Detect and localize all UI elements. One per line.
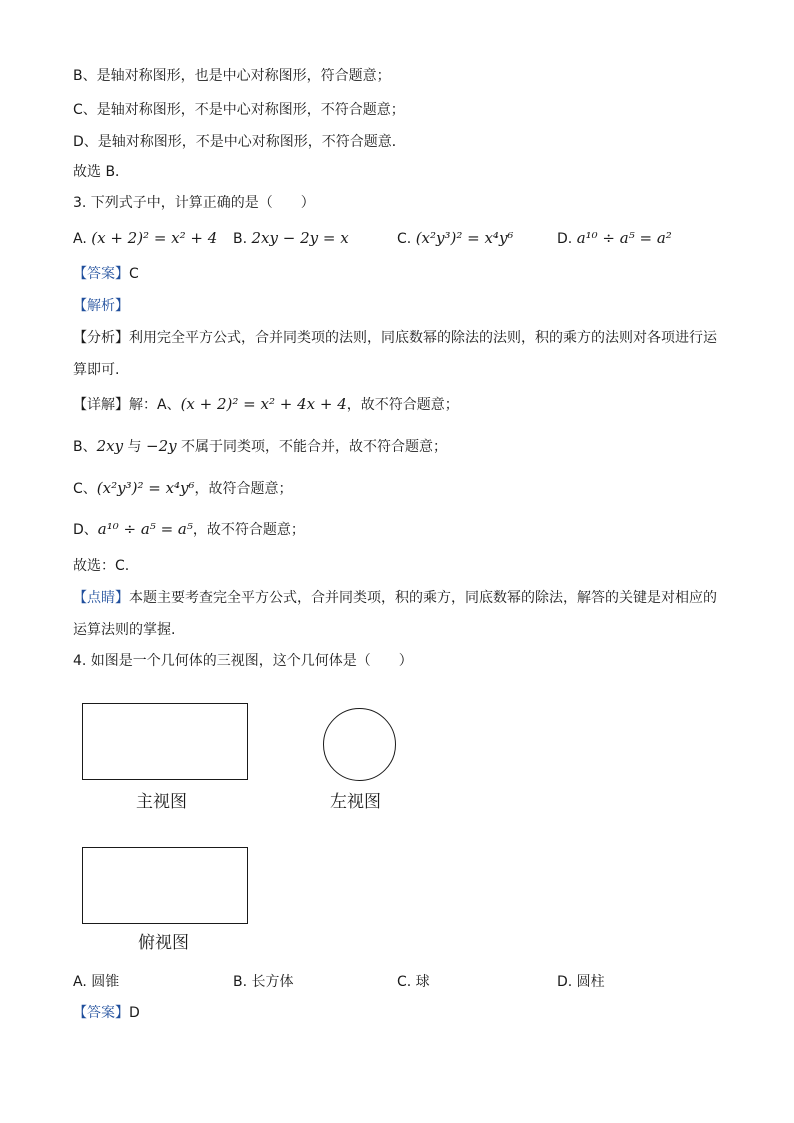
q3-option-b	[233, 227, 349, 250]
detail-c-post: ，故符合题意；	[194, 481, 293, 497]
q3-dianjing-line2: 运算法则的掌握.	[73, 622, 176, 638]
fenxi-text1: 利用完全平方公式，合并同类项的法则，同底数幂的除法的法则，积的乘方的法则对各项进行运	[129, 330, 717, 346]
detail-c-pre: C、	[73, 481, 97, 497]
answer-tag: 【答案】	[73, 266, 129, 282]
detail-b-post: 不属于同类项，不能合并，故不符合题意；	[176, 439, 448, 455]
q3-option-d	[557, 227, 672, 250]
q3-answer	[73, 264, 139, 284]
q3-stem: 3. 下列式子中，计算正确的是（ ）	[73, 195, 315, 211]
detail-a-post: ，故不符合题意；	[346, 397, 459, 413]
q3-option-c-label: C.	[397, 231, 412, 247]
detail-b-math2: −2y	[146, 437, 177, 455]
detail-b-mid: 与	[123, 439, 146, 455]
q4-option-a: A. 圆锥	[73, 974, 120, 990]
q3-option-a	[73, 227, 217, 250]
q3-fenxi-line1	[73, 328, 717, 348]
option-d-explanation: D、是轴对称图形，不是中心对称图形，不符合题意．	[73, 134, 406, 150]
q3-choose: 故选：C.	[73, 558, 130, 574]
option-b-explanation: B、是轴对称图形，也是中心对称图形，符合题意；	[73, 68, 391, 84]
q3-option-c	[397, 227, 513, 250]
q3-detail-c	[73, 478, 293, 499]
q3-option-c-math: (x²y³)² = x⁴y⁶	[415, 229, 514, 247]
q4-option-c: C. 球	[397, 974, 430, 990]
q4-option-b: B. 长方体	[233, 974, 294, 990]
detail-d-pre: D、	[73, 522, 98, 538]
detail-b-math1: 2xy	[96, 437, 124, 455]
q4-stem: 4. 如图是一个几何体的三视图，这个几何体是（ ）	[73, 653, 413, 669]
front-view-caption: 主视图	[136, 792, 187, 812]
q3-detail-a	[73, 394, 459, 415]
top-view-caption: 俯视图	[138, 933, 189, 953]
option-c-explanation: C、是轴对称图形，不是中心对称图形，不符合题意；	[73, 102, 405, 118]
dianjing-text1: 本题主要考查完全平方公式，合并同类项，积的乘方，同底数幂的除法，解答的关键是对相应的	[129, 590, 717, 606]
detail-d-post: ，故不符合题意；	[192, 522, 305, 538]
q3-option-a-math: (x + 2)² = x² + 4	[91, 229, 218, 247]
detail-a-math: (x + 2)² = x² + 4x + 4	[180, 395, 347, 413]
left-view-caption: 左视图	[330, 792, 381, 812]
fenxi-tag: 【分析】	[73, 330, 129, 346]
analysis-tag: 【解析】	[73, 298, 129, 314]
detail-c-math: (x²y³)² = x⁴y⁶	[96, 479, 195, 497]
q3-detail-b	[73, 436, 447, 457]
q3-dianjing-line1	[73, 588, 717, 608]
q3-detail-d	[73, 519, 305, 540]
q3-option-b-label: B.	[233, 231, 248, 247]
q3-fenxi-line2: 算即可.	[73, 362, 120, 378]
q4-answer	[73, 1003, 140, 1023]
q3-option-b-math: 2xy − 2y = x	[251, 229, 349, 247]
detail-a-pre: 解：A、	[129, 397, 181, 413]
choose-line: 故选 B．	[73, 164, 130, 180]
q4-answer-tag: 【答案】	[73, 1005, 129, 1021]
top-view-rectangle	[82, 847, 248, 924]
q3-analysis-heading	[73, 296, 129, 316]
detail-d-math: a¹⁰ ÷ a⁵ = a⁵	[97, 520, 193, 538]
q4-option-d: D. 圆柱	[557, 974, 605, 990]
answer-value: C	[129, 266, 139, 282]
detail-b-pre: B、	[73, 439, 97, 455]
q3-option-a-label: A.	[73, 231, 87, 247]
q3-option-d-label: D.	[557, 231, 573, 247]
dianjing-tag: 【点睛】	[73, 590, 129, 606]
detail-tag: 【详解】	[73, 397, 129, 413]
left-view-circle	[323, 708, 396, 781]
q4-answer-value: D	[129, 1005, 140, 1021]
q3-option-d-math: a¹⁰ ÷ a⁵ = a²	[576, 229, 672, 247]
front-view-rectangle	[82, 703, 248, 780]
